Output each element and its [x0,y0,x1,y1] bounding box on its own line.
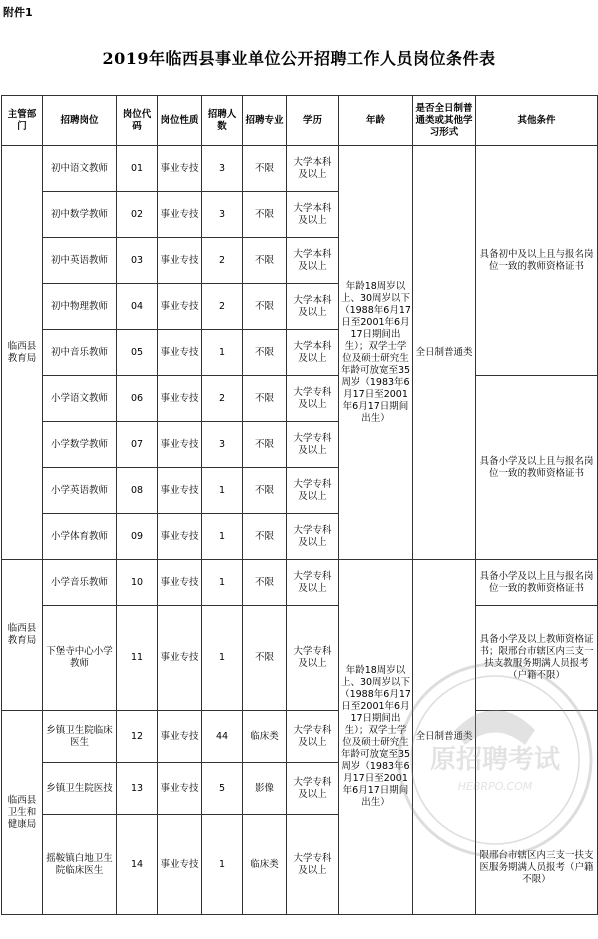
major-cell: 不限 [243,238,287,284]
post-cell: 乡镇卫生院医技 [43,763,117,815]
nature-cell: 事业专技 [158,815,202,915]
other-cell: 限邢台市辖区内三支一扶支医服务期满人员报考（户籍不限） [476,711,598,915]
edu-cell: 大学本科及以上 [287,146,339,192]
post-cell: 小学音乐教师 [43,560,117,606]
edu-cell: 大学专科及以上 [287,514,339,560]
post-cell: 初中语文教师 [43,146,117,192]
major-cell: 不限 [243,422,287,468]
count-cell: 3 [202,192,243,238]
nature-cell: 事业专技 [158,192,202,238]
edu-cell: 大学专科及以上 [287,376,339,422]
count-cell: 1 [202,330,243,376]
nature-cell: 事业专技 [158,284,202,330]
nature-cell: 事业专技 [158,422,202,468]
major-cell: 不限 [243,468,287,514]
count-cell: 2 [202,284,243,330]
count-cell: 1 [202,560,243,606]
header-major: 招聘专业 [243,96,287,146]
post-cell: 小学体育教师 [43,514,117,560]
other-cell: 具备小学及以上且与报名岗位一致的教师资格证书 [476,376,598,560]
header-fulltime: 是否全日制普通类或其他学习形式 [413,96,476,146]
edu-cell: 大学专科及以上 [287,422,339,468]
code-cell: 04 [117,284,158,330]
table-row [2,711,598,763]
code-cell: 06 [117,376,158,422]
other-cell: 具备小学及以上教师资格证书；限邢台市辖区内三支一扶支教服务期满人员报考（户籍不限） [476,606,598,711]
count-cell: 1 [202,468,243,514]
age-cell: 年龄18周岁以上、30周岁以下（1988年6月17日至2001年6月17日期间出生）；双学士学位及硕士研究生年龄可放宽至35周岁（1983年6月17日至2001年6月17日期间出生） [339,146,413,560]
code-cell: 03 [117,238,158,284]
post-cell: 初中数学教师 [43,192,117,238]
major-cell: 不限 [243,560,287,606]
major-cell: 不限 [243,376,287,422]
edu-cell: 大学本科及以上 [287,238,339,284]
post-cell: 初中音乐教师 [43,330,117,376]
code-cell: 07 [117,422,158,468]
nature-cell: 事业专技 [158,376,202,422]
post-cell: 初中英语教师 [43,238,117,284]
edu-cell: 大学专科及以上 [287,560,339,606]
count-cell: 1 [202,606,243,711]
code-cell: 05 [117,330,158,376]
post-cell: 小学英语教师 [43,468,117,514]
nature-cell: 事业专技 [158,146,202,192]
watermark-url: HEBRPO.COM [457,780,533,793]
count-cell: 3 [202,422,243,468]
header-count: 招聘人数 [202,96,243,146]
post-cell: 小学语文教师 [43,376,117,422]
edu-cell: 大学专科及以上 [287,711,339,763]
header-age: 年龄 [339,96,413,146]
code-cell: 13 [117,763,158,815]
watermark-text: 原招聘考试 [429,745,561,775]
count-cell: 3 [202,146,243,192]
post-cell: 初中物理教师 [43,284,117,330]
count-cell: 1 [202,815,243,915]
page-title: 2019年临西县事业单位公开招聘工作人员岗位条件表 [102,49,496,68]
positions-table [1,95,598,915]
header-nature: 岗位性质 [158,96,202,146]
fulltime-cell: 全日制普通类 [413,560,476,915]
nature-cell: 事业专技 [158,238,202,284]
fulltime-cell: 全日制普通类 [413,146,476,560]
nature-cell: 事业专技 [158,514,202,560]
code-cell: 11 [117,606,158,711]
major-cell: 不限 [243,514,287,560]
code-cell: 12 [117,711,158,763]
code-cell: 01 [117,146,158,192]
dept-cell: 临西县教育局 [2,146,43,560]
nature-cell: 事业专技 [158,763,202,815]
code-cell: 02 [117,192,158,238]
age-cell: 年龄18周岁以上、30周岁以下（1988年6月17日至2001年6月17日期间出生）；双学士学位及硕士研究生年龄可放宽至35周岁（1983年6月17日至2001年6月17日期间出生） [339,560,413,915]
post-cell: 乡镇卫生院临床医生 [43,711,117,763]
edu-cell: 大学本科及以上 [287,192,339,238]
post-cell: 摇鞍镇白地卫生院临床医生 [43,815,117,915]
annex-label: 附件1 [3,6,33,19]
edu-cell: 大学本科及以上 [287,330,339,376]
code-cell: 08 [117,468,158,514]
header-post: 招聘岗位 [43,96,117,146]
major-cell: 不限 [243,146,287,192]
count-cell: 5 [202,763,243,815]
major-cell: 临床类 [243,815,287,915]
code-cell: 09 [117,514,158,560]
major-cell: 临床类 [243,711,287,763]
post-cell: 下堡寺中心小学教师 [43,606,117,711]
nature-cell: 事业专技 [158,560,202,606]
other-cell: 具备初中及以上且与报名岗位一致的教师资格证书 [476,146,598,376]
header-code: 岗位代码 [117,96,158,146]
count-cell: 44 [202,711,243,763]
major-cell: 不限 [243,192,287,238]
count-cell: 2 [202,238,243,284]
edu-cell: 大学专科及以上 [287,763,339,815]
major-cell: 不限 [243,330,287,376]
nature-cell: 事业专技 [158,468,202,514]
nature-cell: 事业专技 [158,606,202,711]
count-cell: 2 [202,376,243,422]
edu-cell: 大学专科及以上 [287,468,339,514]
table-row [2,146,598,192]
major-cell: 不限 [243,606,287,711]
major-cell: 影像 [243,763,287,815]
header-dept: 主管部门 [2,96,43,146]
edu-cell: 大学专科及以上 [287,606,339,711]
nature-cell: 事业专技 [158,330,202,376]
code-cell: 10 [117,560,158,606]
table-row [2,606,598,711]
post-cell: 小学数学教师 [43,422,117,468]
other-cell: 具备小学及以上且与报名岗位一致的教师资格证书 [476,560,598,606]
header-edu: 学历 [287,96,339,146]
table-row [2,560,598,606]
dept-cell: 临西县卫生和健康局 [2,711,43,915]
edu-cell: 大学本科及以上 [287,284,339,330]
header-row [2,96,598,146]
header-other: 其他条件 [476,96,598,146]
code-cell: 14 [117,815,158,915]
dept-cell: 临西县教育局 [2,560,43,711]
major-cell: 不限 [243,284,287,330]
edu-cell: 大学专科及以上 [287,815,339,915]
table-row [2,376,598,422]
count-cell: 1 [202,514,243,560]
nature-cell: 事业专技 [158,711,202,763]
